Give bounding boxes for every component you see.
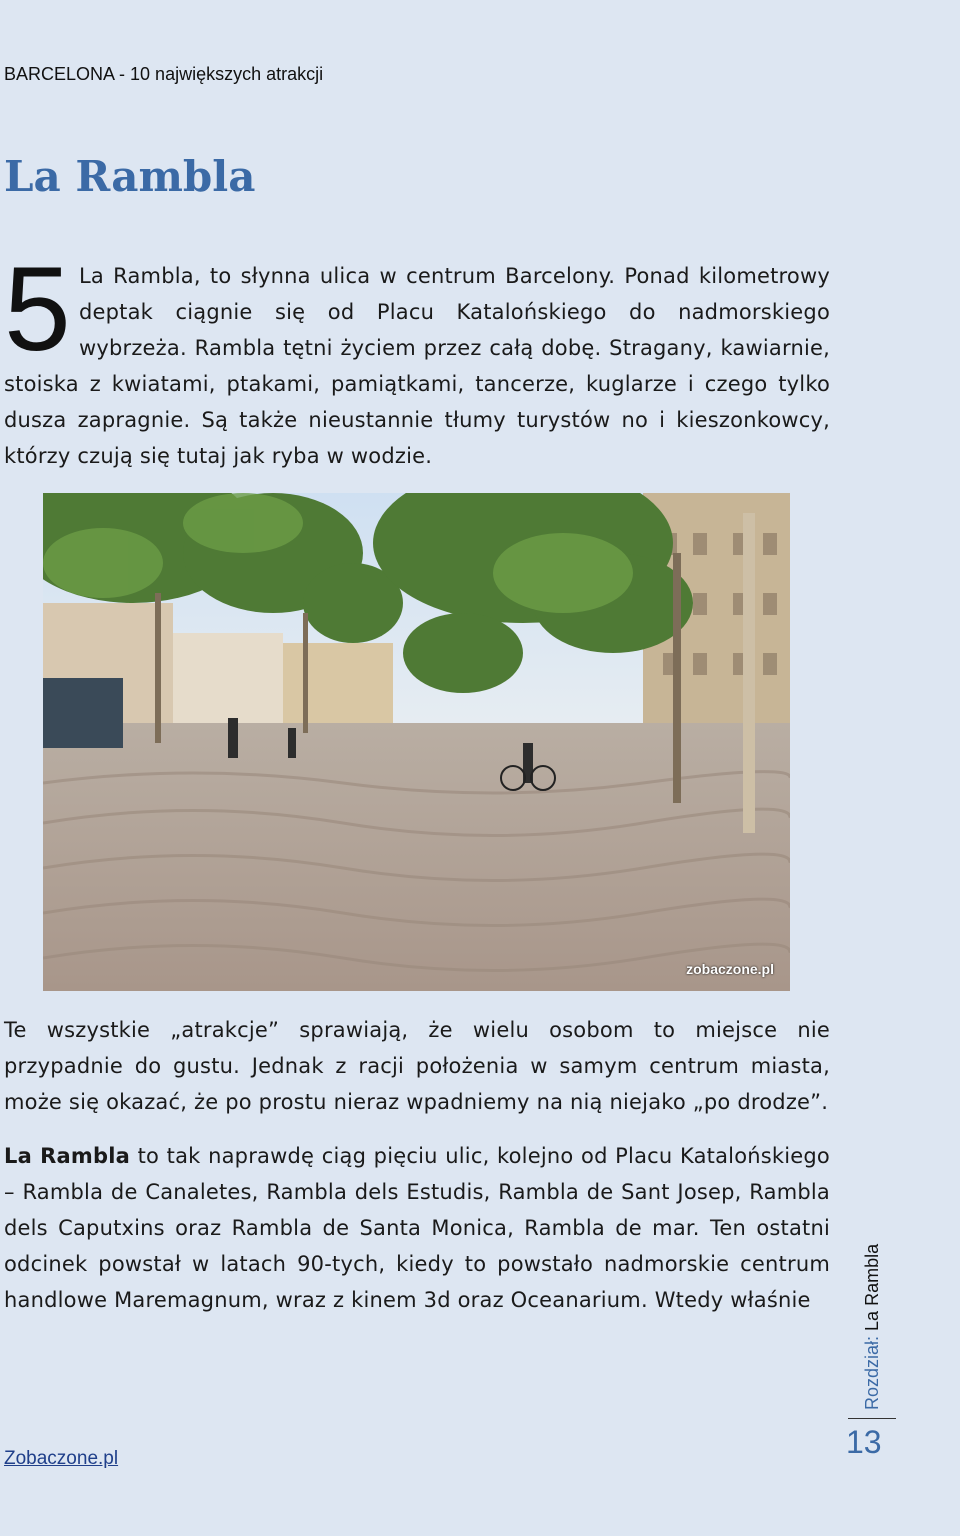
la-rambla-photo xyxy=(43,493,790,991)
side-divider xyxy=(848,1418,896,1419)
intro-text: La Rambla, to słynna ulica w centrum Barcelony. Ponad kilometrowy deptak ciągnie się od Placu Katalońskiego do nadmorskiego wybrzeża. Rambla tętni życiem przez całą dobę. Stragany, kawiarnie, stoiska z kwiatami, ptakami, pamiątkami, tancerze, kuglarze i czego tylko dusza zapragnie. Są także nieustannie tłumy turystów no i kieszonkowcy, którzy czują się tutaj jak ryba w wodzie. xyxy=(4,264,830,468)
running-header: BARCELONA - 10 największych atrakcji xyxy=(4,64,324,84)
intro-paragraph xyxy=(4,242,830,474)
page-number: 13 xyxy=(846,1424,882,1460)
chapter-label: Rozdział: xyxy=(862,1335,882,1410)
drop-cap: 5 xyxy=(4,242,71,376)
page-title: La Rambla xyxy=(4,152,256,201)
photo-illustration xyxy=(43,493,790,991)
paragraph-3-text: to tak naprawdę ciąg pięciu ulic, kolejno od Placu Katalońskiego – Rambla de Canaletes, Rambla dels Estudis, Rambla de Sant Josep, Rambla dels Caputxins oraz Rambla de Santa Monica, Rambla de mar. Ten ostatni odcinek powstał w latach 90-tych, kiedy to powstało nadmorskie centrum handlowe Maremagnum, wraz z kinem 3d oraz Oceanarium. Wtedy właśnie xyxy=(4,1144,830,1312)
body-paragraph-3 xyxy=(4,1138,830,1318)
footer-link[interactable]: Zobaczone.pl xyxy=(4,1448,119,1469)
chapter-name: La Rambla xyxy=(862,1243,882,1331)
photo-watermark: zobaczone.pl xyxy=(686,961,774,977)
chapter-side-label xyxy=(862,1244,883,1410)
body-paragraph-2: Te wszystkie „atrakcje” sprawiają, że wielu osobom to miejsce nie przypadnie do gustu. Jednak z racji położenia w samym centrum miasta, może się okazać, że po prostu nieraz wpadniemy na nią niejako „po drodze”. xyxy=(4,1018,830,1114)
bold-term: La Rambla xyxy=(4,1144,130,1168)
